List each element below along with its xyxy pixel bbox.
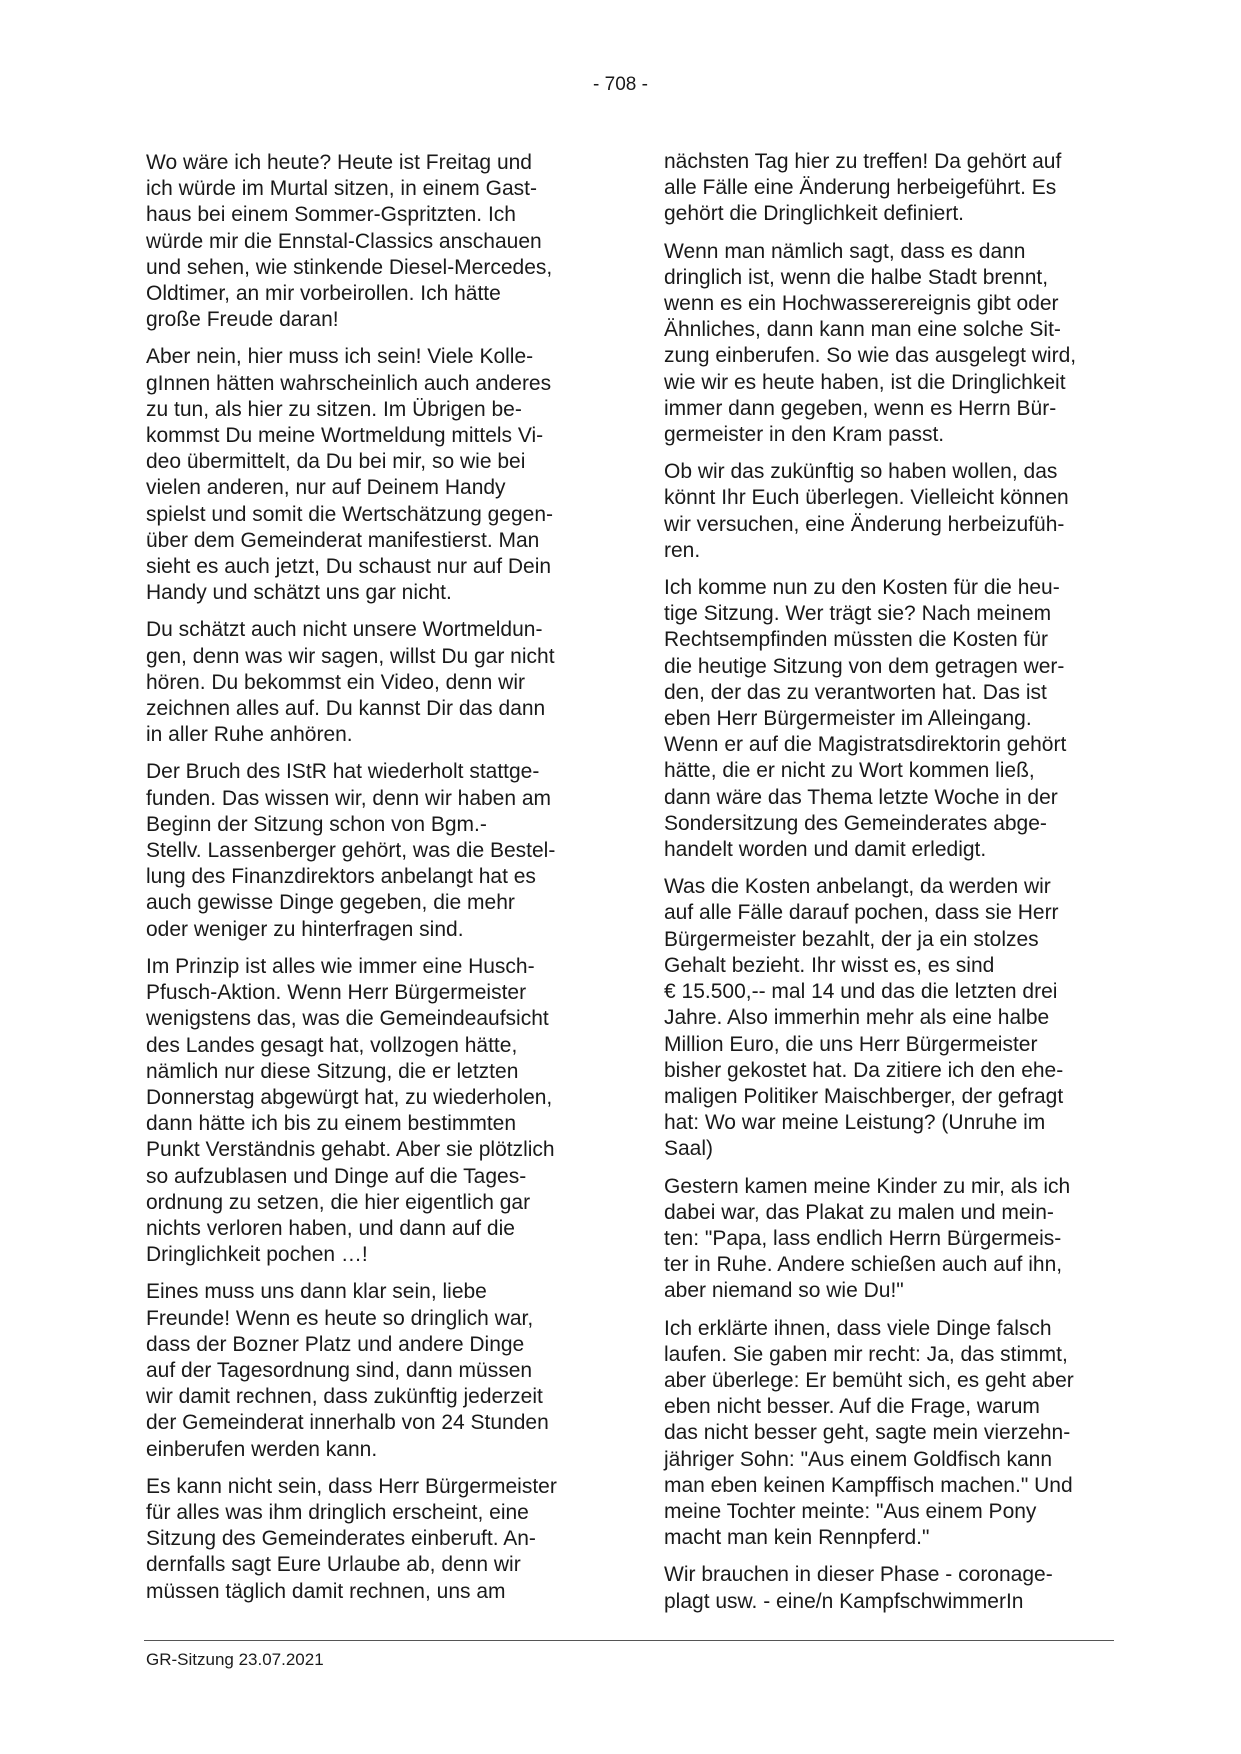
- paragraph: Wo wäre ich heute? Heute ist Freitag und ich würde im Murtal sitzen, in einem Gast- haus bei einem Sommer-Gspritzten. Ich würde mir die Ennstal-Classics anschauen und sehen, wie stinkende Diesel-Mercedes, Oldtimer, an mir vorbeirollen. Ich hätte große Freude daran!: [146, 151, 553, 332]
- paragraph: nächsten Tag hier zu treffen! Da gehört auf alle Fälle eine Änderung herbeigeführt. Es gehört die Dringlichkeit definiert.: [664, 150, 1062, 226]
- paragraph: Ich erklärte ihnen, dass viele Dinge falsch laufen. Sie gaben mir recht: Ja, das stimmt, aber überlege: Er bemüht sich, es geht aber eben nicht besser. Auf die Frage, warum das nicht besser geht, sagte mein vierzehn- jähriger Sohn: "Aus einem Goldfisch kann man eben keinen Kampffisch machen." Und meine Tochter meinte: "Aus einem Pony macht man kein Rennpferd.": [664, 1316, 1074, 1550]
- paragraph: Der Bruch des IStR hat wiederholt stattge- funden. Das wissen wir, denn wir haben am Beginn der Sitzung schon von Bgm.- Stellv. Lassenberger gehört, was die Bestel- lung des Finanzdirektors anbelangt hat es auch gewisse Dinge gegeben, die mehr oder weniger zu hinterfragen sind.: [146, 760, 556, 941]
- paragraph: Aber nein, hier muss ich sein! Viele Kolle- gInnen hätten wahrscheinlich auch anderes zu tun, als hier zu sitzen. Im Übrigen be- kommst Du meine Wortmeldung mittels Vi- deo übermittelt, da Du bei mir, so wie bei vielen anderen, nur auf Deinem Handy spielst und somit die Wertschätzung gegen- über dem Gemeinderat manifestierst. Man sieht es auch jetzt, Du schaust nur auf Dein Handy und schätzt uns gar nicht.: [146, 345, 553, 605]
- paragraph: Gestern kamen meine Kinder zu mir, als ich dabei war, das Plakat zu malen und mein- ten: "Papa, lass endlich Herrn Bürgermeis- ter in Ruhe. Andere schießen auch auf ihn, aber niemand so wie Du!": [664, 1174, 1071, 1303]
- paragraph: Wenn man nämlich sagt, dass es dann dringlich ist, wenn die halbe Stadt brennt, wenn es ein Hochwasserereignis gibt oder Ähnliches, dann kann man eine solche Sit- zung einberufen. So wie das ausgelegt wird, wie wir es heute haben, ist die Dringlichkeit immer dann gegeben, wenn es Herrn Bür- germeister in den Kram passt.: [664, 239, 1077, 447]
- paragraph: Ob wir das zukünftig so haben wollen, das könnt Ihr Euch überlegen. Vielleicht können wir versuchen, eine Änderung herbeizufüh- ren.: [664, 460, 1069, 562]
- right-column: [664, 149, 1109, 1626]
- paragraph: Eines muss uns dann klar sein, liebe Freunde! Wenn es heute so dringlich war, dass der Bozner Platz und andere Dinge auf der Tagesordnung sind, dann müssen wir damit rechnen, dass zukünftig jederzeit der Gemeinderat innerhalb von 24 Stunden einberufen werden kann.: [146, 1280, 549, 1461]
- footer-divider: [144, 1640, 1114, 1641]
- page-number: - 708 -: [593, 74, 648, 95]
- footer-text: GR-Sitzung 23.07.2021: [146, 1650, 324, 1669]
- paragraph: Du schätzt auch nicht unsere Wortmeldun- gen, denn was wir sagen, willst Du gar nicht hören. Du bekommst ein Video, denn wir zeichnen alles auf. Du kannst Dir das dann in aller Ruhe anhören.: [146, 618, 555, 747]
- paragraph: Ich komme nun zu den Kosten für die heu- tige Sitzung. Wer trägt sie? Nach meinem Rechtsempfinden müssten die Kosten für die heutige Sitzung von dem getragen wer- den, der das zu verantworten hat. Das ist eben Herr Bürgermeister im Alleingang. Wenn er auf die Magistratsdirektorin gehört hätte, die er nicht zu Wort kommen ließ, dann wäre das Thema letzte Woche in der Sondersitzung des Gemeinderates abge- handelt worden und damit erledigt.: [664, 576, 1067, 862]
- paragraph: Im Prinzip ist alles wie immer eine Husch- Pfusch-Aktion. Wenn Herr Bürgermeister wenigstens das, was die Gemeindeaufsicht des Landes gesagt hat, vollzogen hätte, nämlich nur diese Sitzung, die er letzten Donnerstag abgewürgt hat, zu wiederholen, dann hätte ich bis zu einem bestimmten Punkt Verständnis gehabt. Aber sie plötzlich so aufzublasen und Dinge auf die Tages- ordnung zu setzen, die hier eigentlich gar nichts verloren haben, und dann auf die Dringlichkeit pochen …!: [146, 954, 555, 1267]
- left-column: [146, 150, 591, 1616]
- paragraph: Es kann nicht sein, dass Herr Bürgermeister für alles was ihm dringlich erscheint, eine Sitzung des Gemeinderates einberuft. An- dernfalls sagt Eure Urlaube ab, denn wir müssen täglich damit rechnen, uns am: [146, 1474, 557, 1603]
- paragraph: Wir brauchen in dieser Phase - coronage- plagt usw. - eine/n KampfschwimmerIn: [664, 1563, 1053, 1613]
- paragraph: Was die Kosten anbelangt, da werden wir auf alle Fälle darauf pochen, dass sie Herr Bürgermeister bezahlt, der ja ein stolzes Gehalt bezieht. Ihr wisst es, es sind € 15.500,-- mal 14 und das die letzten drei Jahre. Also immerhin mehr als eine halbe Million Euro, die uns Herr Bürgermeister bisher gekostet hat. Da zitiere ich den ehe- maligen Politiker Maischberger, der gefragt hat: Wo war meine Leistung? (Unruhe im Saal): [664, 875, 1064, 1161]
